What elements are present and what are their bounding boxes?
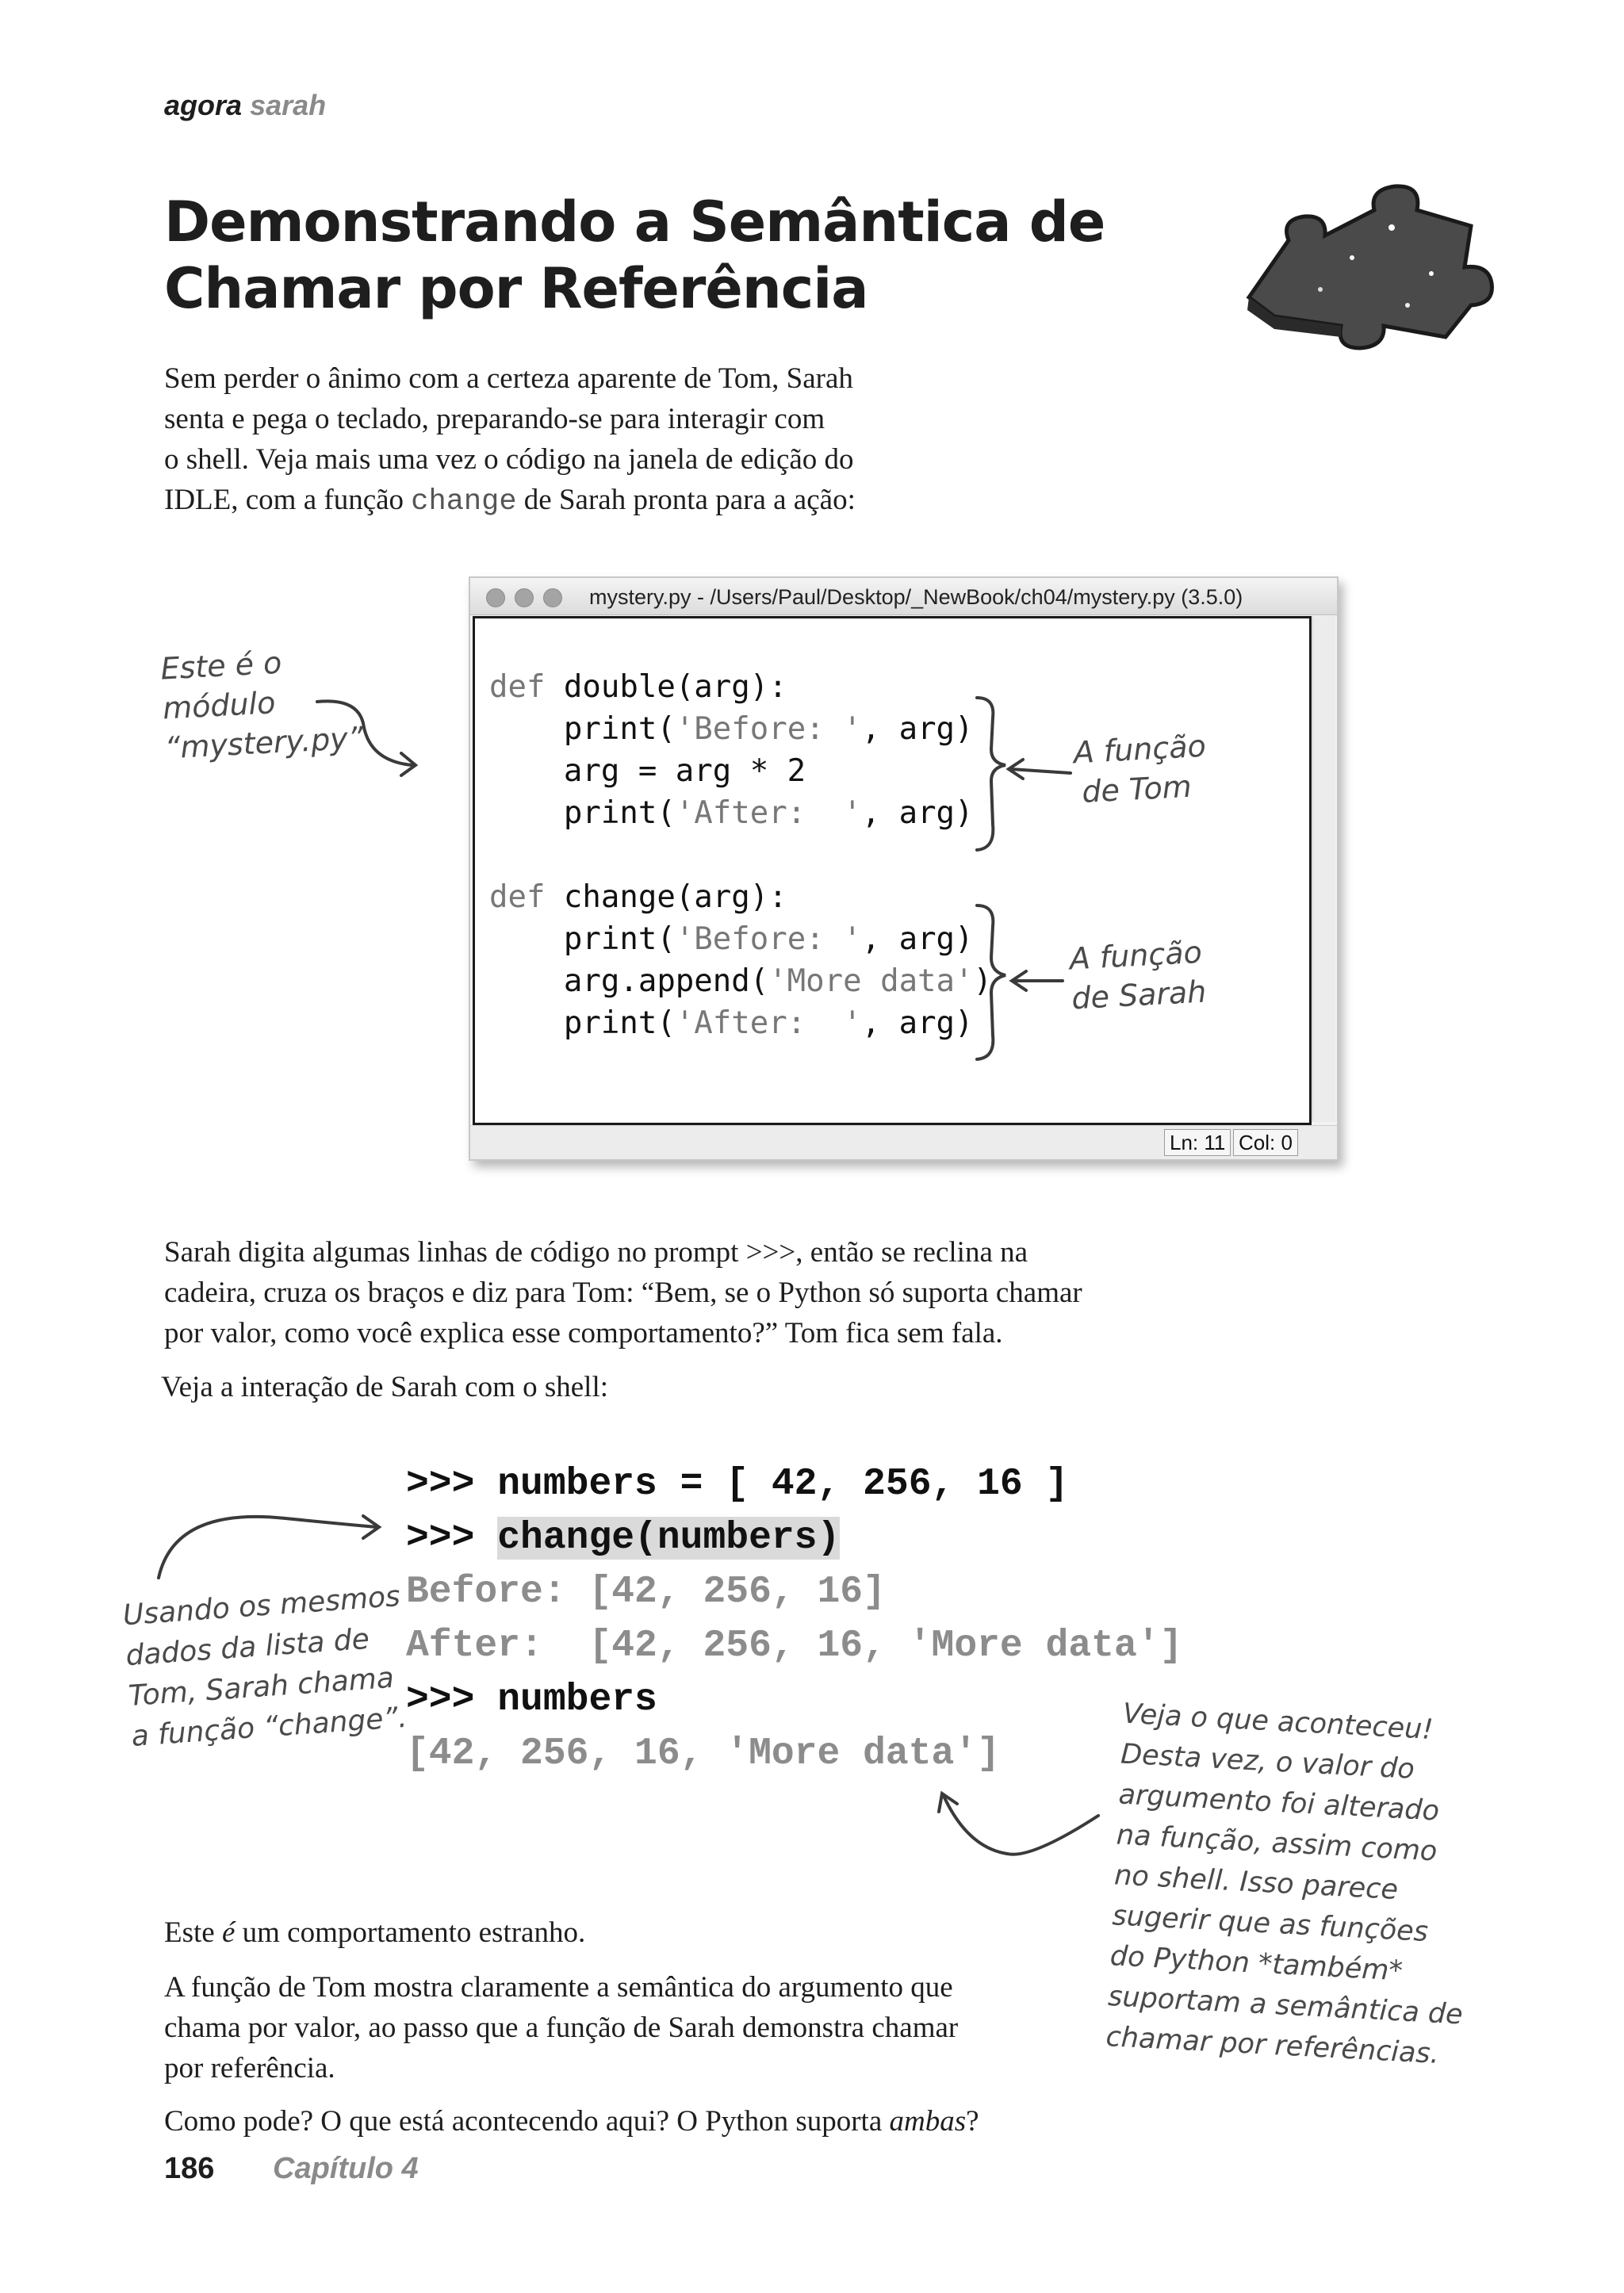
code-line-3: arg = arg * 2 (489, 753, 806, 789)
title-line-1: Demonstrando a Semântica de (164, 189, 1105, 255)
para2-line-2: cadeira, cruza os braços e diz para Tom: “Bem, se o Python só suporta chamar (164, 1277, 1082, 1309)
note-look-line-8: suportam a semântica de (1107, 1981, 1464, 2031)
note-look-line-6: sugerir que as funções (1111, 1900, 1429, 1949)
note-look-line-1: Veja o que aconteceu! (1121, 1698, 1434, 1747)
code-line-4: print('After: ', arg) (489, 795, 974, 831)
note-tom-line-1: A função (1072, 728, 1207, 771)
shell-line-2: >>> change(numbers) (406, 1517, 841, 1560)
chapter-label: Capítulo 4 (273, 2152, 419, 2185)
code-line-6: def change(arg): (489, 879, 787, 915)
paragraph-6: Como pode? O que está acontecendo aqui? O Python suporta ambas? (164, 2105, 979, 2138)
code-line-9: print('After: ', arg) (489, 1005, 974, 1041)
note-look-line-4: na função, assim como (1115, 1819, 1438, 1868)
note-sarah-line-1: A função (1068, 934, 1203, 977)
window-title: mystery.py - /Users/Paul/Desktop/_NewBook/ch04/mystery.py (3.5.0) (589, 585, 1243, 609)
paragraph-3: Veja a interação de Sarah com o shell: (161, 1371, 609, 1403)
note-module-line-1: Este é o (159, 645, 283, 687)
para5-line-2: chama por valor, ao passo que a função de Sarah demonstra chamar (164, 2012, 959, 2044)
note-look-line-5: no shell. Isso parece (1113, 1859, 1399, 1906)
note-look-line-7: do Python *também* (1109, 1940, 1404, 1988)
note-look-what-happened (1105, 1694, 1478, 2077)
paragraph-2 (164, 1232, 1082, 1353)
note-tom-line-2: de Tom (1081, 768, 1193, 810)
intro-line-4-b: de Sarah pronta para a ação: (516, 484, 856, 516)
note-sarah-line-2: de Sarah (1071, 974, 1208, 1016)
code-line-8: arg.append('More data') (489, 963, 992, 999)
shell-line-4: After: [42, 256, 16, 'More data'] (406, 1625, 1183, 1667)
paragraph-5 (164, 1967, 958, 2088)
note-using-line-1: Usando os mesmos (121, 1580, 402, 1633)
note-look-line-3: argumento foi alterado (1117, 1778, 1440, 1828)
code-line-7: print('Before: ', arg) (489, 921, 974, 957)
brace-tom-icon (977, 698, 1005, 850)
inline-code-change: change (411, 485, 517, 519)
intro-line-2: senta e pega o teclado, preparando-se para interagir com (164, 403, 825, 435)
code-line-2: print('Before: ', arg) (489, 711, 974, 747)
note-using-line-3: Tom, Sarah chama (127, 1661, 396, 1713)
highlighted-change-call: change(numbers) (497, 1517, 841, 1560)
intro-line-3: o shell. Veja mais uma vez o código na janela de edição do (164, 443, 854, 476)
note-tom-function (1072, 726, 1208, 813)
note-using-line-4: a função “change”. (130, 1701, 408, 1753)
note-look-line-2: Desta vez, o valor do (1120, 1738, 1415, 1786)
page-number: 186 (164, 2152, 215, 2185)
intro-line-1: Sem perder o ânimo com a certeza aparente de Tom, Sarah (164, 362, 853, 395)
title-line-2: Chamar por Referência (164, 256, 868, 321)
para2-line-1: Sarah digita algumas linhas de código no prompt >>>, então se reclina na (164, 1236, 1028, 1269)
shell-line-6: [42, 256, 16, 'More data'] (406, 1732, 1000, 1775)
status-column-number: Col: 0 (1233, 1129, 1298, 1156)
paragraph-4: Este é um comportamento estranho. (164, 1916, 586, 1949)
para5-line-1: A função de Tom mostra claramente a semântica do argumento que (164, 1971, 953, 2004)
code-line-1: def double(arg): (489, 669, 787, 705)
shell-line-5: >>> numbers (406, 1679, 657, 1721)
note-look-line-9: chamar por referências. (1105, 2021, 1440, 2070)
note-sarah-function (1068, 932, 1207, 1019)
note-using-line-2: dados da lista de (124, 1622, 371, 1673)
note-using-same-data (121, 1576, 410, 1757)
intro-line-4-a: IDLE, com a função (164, 484, 412, 516)
status-line-number: Ln: 11 (1164, 1129, 1231, 1156)
shell-line-3: Before: [42, 256, 16] (406, 1571, 886, 1614)
note-module-line-2: módulo (162, 685, 277, 726)
brace-sarah-icon (977, 905, 1005, 1059)
running-head-bold: agora (164, 89, 243, 121)
note-module-line-3: “mystery.py” (163, 720, 365, 766)
note-module (159, 639, 364, 768)
running-head-grey: sarah (250, 89, 327, 121)
para2-line-3: por valor, como você explica esse comportamento?” Tom fica sem fala. (164, 1317, 1003, 1349)
para5-line-3: por referência. (164, 2052, 335, 2084)
shell-line-1: >>> numbers = [ 42, 256, 16 ] (406, 1463, 1069, 1506)
